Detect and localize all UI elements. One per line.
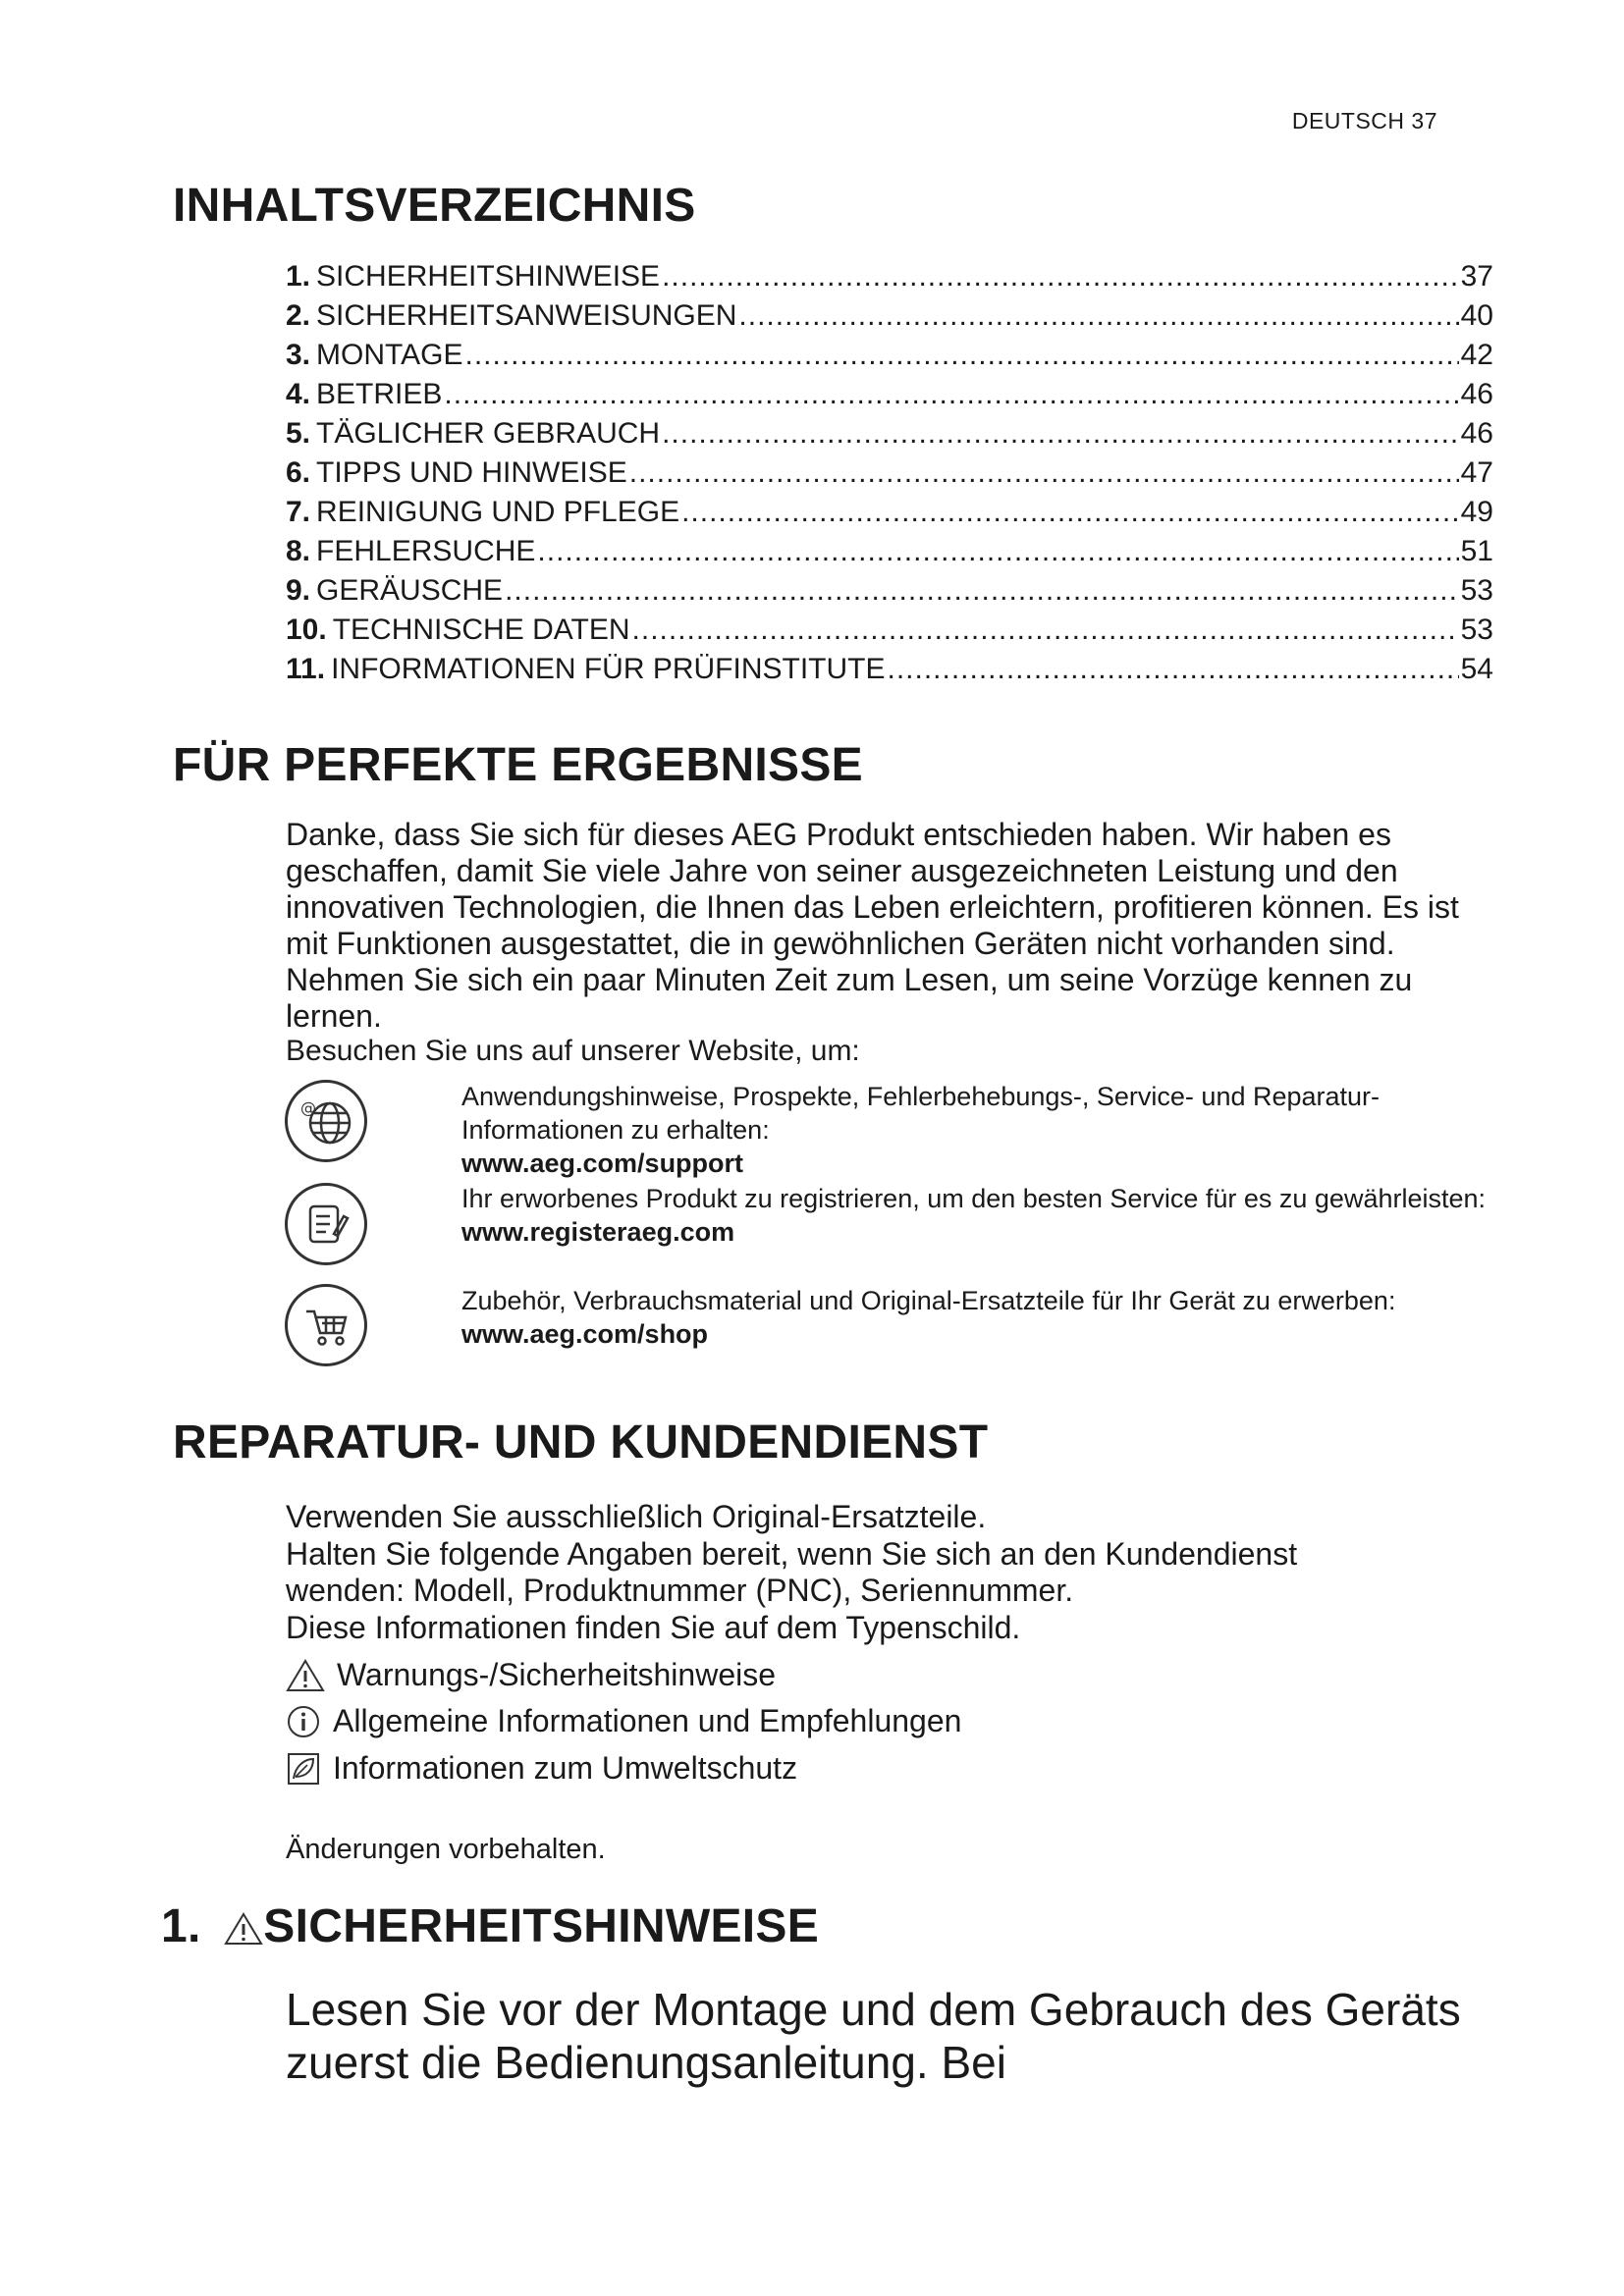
toc-leader [887, 653, 1458, 686]
toc-item-page: 54 [1460, 653, 1493, 685]
legend-environment-text: Informationen zum Umweltschutz [333, 1750, 798, 1786]
toc-item-number: 8. [286, 535, 311, 567]
toc-item-page: 46 [1460, 417, 1493, 450]
toc-item-page: 37 [1460, 260, 1493, 293]
toc-item-title: INFORMATIONEN FÜR PRÜFINSTITUTE [331, 653, 886, 685]
safety-intro-text: Lesen Sie vor der Montage und dem Gebrauch des Geräts zuerst die Bedienungsanleitung. Bei [286, 1984, 1461, 2088]
toc-leader [662, 417, 1459, 451]
toc-item-page: 53 [1460, 574, 1493, 607]
toc-item[interactable] [286, 260, 1493, 299]
toc-item-title: SICHERHEITSANWEISUNGEN [316, 299, 737, 332]
toc-item[interactable] [286, 614, 1493, 653]
leaf-icon [286, 1751, 321, 1787]
toc-item-number: 6. [286, 456, 311, 489]
legend-info [286, 1703, 961, 1739]
visit-text: Besuchen Sie uns auf unserer Website, um: [286, 1035, 860, 1067]
register-link[interactable]: www.registeraeg.com [461, 1217, 735, 1247]
service-line-rating-plate: Diese Informationen finden Sie auf dem Typenschild. [286, 1610, 1021, 1645]
toc-item[interactable] [286, 417, 1493, 456]
toc-item[interactable] [286, 456, 1493, 496]
toc-item[interactable] [286, 299, 1493, 339]
safety-heading-title: SICHERHEITSHINWEISE [263, 1900, 820, 1952]
toc-item-page: 49 [1460, 496, 1493, 528]
support-link[interactable]: www.aeg.com/support [461, 1148, 744, 1178]
toc-item-page: 42 [1460, 339, 1493, 371]
changes-note: Änderungen vorbehalten. [286, 1834, 606, 1865]
toc-item[interactable] [286, 653, 1493, 692]
safety-heading [161, 1899, 819, 1953]
toc-leader [662, 260, 1459, 294]
toc-item-number: 3. [286, 339, 311, 371]
toc-item-title: SICHERHEITSHINWEISE [316, 260, 661, 293]
registration-icon [285, 1183, 367, 1265]
toc-leader [632, 614, 1459, 647]
toc-item-page: 51 [1460, 535, 1493, 567]
toc-item-title: FEHLERSUCHE [316, 535, 536, 567]
legend-warning-text: Warnungs-/Sicherheitshinweise [337, 1657, 777, 1692]
warning-icon [224, 1911, 263, 1947]
support-description: Anwendungshinweise, Prospekte, Fehlerbehebungs-, Service- und Reparatur-Informationen zu erhalten: [461, 1082, 1380, 1145]
page-label: DEUTSCH 37 [1291, 108, 1437, 133]
toc-item-title: TÄGLICHER GEBRAUCH [316, 417, 661, 450]
toc-item-number: 7. [286, 496, 311, 528]
toc-item-page: 46 [1460, 378, 1493, 410]
service-line-details: Halten Sie folgende Angaben bereit, wenn Sie sich an den Kundendienst wenden: Modell, Produktnummer (PNC), Seriennummer. [286, 1536, 1298, 1608]
toc-leader [464, 339, 1458, 372]
shop-link-block [461, 1284, 1512, 1351]
toc-leader [681, 496, 1459, 529]
toc-item-number: 11. [286, 653, 326, 685]
register-description: Ihr erworbenes Produkt zu registrieren, um den besten Service für es zu gewährleisten: [461, 1184, 1487, 1213]
toc-leader [444, 378, 1458, 411]
toc-item-number: 1. [286, 260, 311, 293]
toc-item-page: 40 [1460, 299, 1493, 332]
results-heading: FÜR PERFEKTE ERGEBNISSE [173, 739, 863, 791]
toc-item-page: 47 [1460, 456, 1493, 489]
legend-info-text: Allgemeine Informationen und Empfehlungen [333, 1703, 962, 1738]
intro-paragraph: Danke, dass Sie sich für dieses AEG Produkt entschieden haben. Wir haben es geschaffen, damit Sie viele Jahre von seiner ausgezeichneten Leistung und den innovativen Technologien, die Ihnen das Leben erleichtern, profitieren können. Es ist mit Funktionen ausgestattet, die in gewöhnlichen Geräten nicht vorhanden sind. Nehmen Sie sich ein paar Minuten Zeit zum Lesen, um seine Vorzüge kennen zu lernen. [286, 817, 1459, 1034]
register-link-block [461, 1182, 1512, 1249]
legend-environment [286, 1750, 797, 1787]
shop-description: Zubehör, Verbrauchsmaterial und Original-Ersatzteile für Ihr Gerät zu erwerben: [461, 1286, 1396, 1315]
toc-item-page: 53 [1460, 614, 1493, 646]
toc-heading: INHALTSVERZEICHNIS [173, 180, 696, 232]
globe-icon [285, 1080, 367, 1162]
service-heading: REPARATUR- UND KUNDENDIENST [173, 1416, 989, 1468]
table-of-contents [286, 260, 1493, 692]
toc-item-title: TIPPS UND HINWEISE [316, 456, 627, 489]
toc-leader [537, 535, 1458, 568]
toc-item[interactable] [286, 496, 1493, 535]
warning-icon [286, 1658, 325, 1693]
toc-item-title: GERÄUSCHE [316, 574, 504, 607]
info-icon [286, 1704, 321, 1739]
support-link-block [461, 1080, 1512, 1180]
safety-heading-number: 1. [161, 1900, 201, 1952]
svg-text:@: @ [300, 1098, 316, 1117]
toc-leader [629, 456, 1459, 490]
toc-item-number: 9. [286, 574, 311, 607]
toc-item-number: 10. [286, 614, 327, 646]
toc-item[interactable] [286, 574, 1493, 614]
toc-leader [505, 574, 1459, 608]
toc-item[interactable] [286, 339, 1493, 378]
toc-item-title: BETRIEB [316, 378, 443, 410]
toc-item-title: REINIGUNG UND PFLEGE [316, 496, 680, 528]
toc-item[interactable] [286, 535, 1493, 574]
toc-item[interactable] [286, 378, 1493, 417]
shopping-cart-icon [285, 1284, 367, 1366]
legend-warning [286, 1657, 776, 1693]
service-line-spare-parts: Verwenden Sie ausschließlich Original-Ersatzteile. [286, 1499, 987, 1534]
toc-item-title: MONTAGE [316, 339, 463, 371]
shop-link[interactable]: www.aeg.com/shop [461, 1319, 709, 1349]
toc-leader [738, 299, 1458, 333]
toc-item-title: TECHNISCHE DATEN [332, 614, 630, 646]
toc-item-number: 4. [286, 378, 311, 410]
toc-item-number: 5. [286, 417, 311, 450]
toc-item-number: 2. [286, 299, 311, 332]
